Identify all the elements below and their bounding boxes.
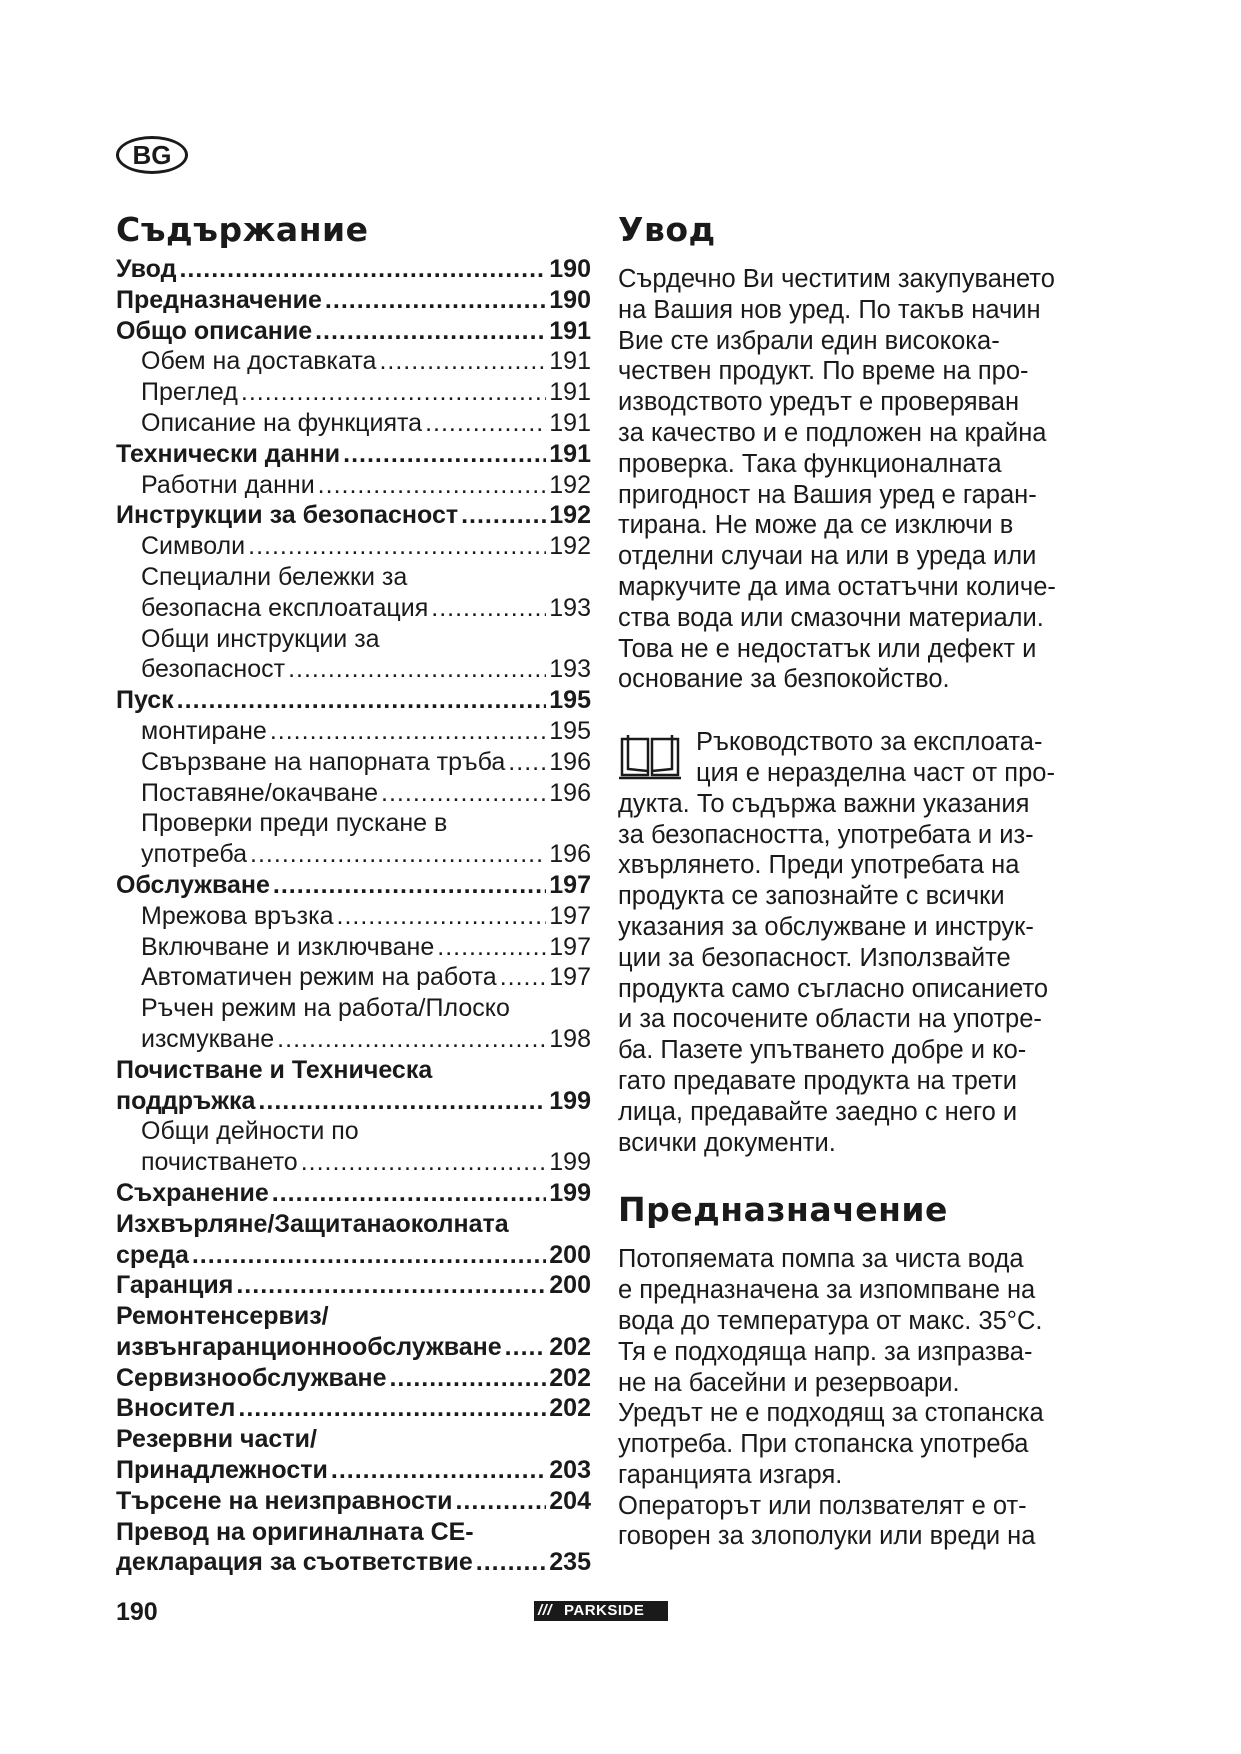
- toc-entry-page: 197: [549, 963, 591, 992]
- text-line: за безопасността, употребата и из-: [618, 820, 1034, 849]
- text-line: употреба. При стопанска употреба: [618, 1430, 1029, 1459]
- toc-entry: [116, 716, 591, 747]
- text-line: ства вода или смазочни материали.: [618, 603, 1044, 632]
- text-line: Уредът не е подходящ за стопанска: [618, 1399, 1044, 1428]
- toc-entry: [116, 747, 591, 778]
- toc-entry-page: 197: [549, 932, 591, 961]
- toc-entry-title: Инструкции за безопасност: [116, 501, 459, 530]
- toc-entry: [116, 1517, 591, 1548]
- text-line: чествен продукт. По време на про-: [618, 357, 1029, 386]
- toc-entry: [116, 285, 591, 316]
- text-line: за качество и е подложен на крайна: [618, 418, 1047, 447]
- toc-entry-page: 192: [549, 532, 591, 561]
- purpose-text: [618, 1244, 1138, 1552]
- toc-entry-title: Автоматичен режим на работа: [141, 963, 497, 992]
- text-line: ции за безопасност. Използвайте: [618, 943, 1011, 972]
- toc-title: Съдържание: [116, 210, 369, 249]
- toc-entry-title: Гаранция: [116, 1271, 234, 1300]
- toc-entry-title: Сервизнообслужване: [116, 1363, 387, 1392]
- toc-entry-title: Търсене на неизправности: [116, 1486, 453, 1515]
- toc-entry-page: 199: [549, 1178, 591, 1207]
- toc-entry-page: 202: [549, 1394, 591, 1423]
- toc-entry-title: Проверки преди пускане в: [141, 809, 448, 838]
- toc-entry-page: 197: [549, 901, 591, 930]
- toc-entry: [116, 1301, 591, 1332]
- toc-entry-title: Технически данни: [116, 439, 341, 468]
- toc-dot-leader: [389, 1363, 546, 1394]
- toc-entry-page: 191: [549, 347, 591, 376]
- toc-entry: [116, 593, 591, 624]
- text-line: на Вашия нов уред. По такъв начин: [618, 295, 1041, 324]
- toc-entry-title: Обслужване: [116, 870, 270, 899]
- book-icon: [618, 731, 682, 781]
- toc-entry-title: Изхвърляне/Защитанаоколната: [116, 1209, 509, 1238]
- text-line: Тя е подходяща напр. за изпразва-: [618, 1337, 1033, 1366]
- toc-dot-leader: [431, 593, 546, 624]
- text-line: продукта само съгласно описанието: [618, 974, 1049, 1003]
- toc-entry: [116, 1024, 591, 1055]
- toc-entry-page: 196: [549, 778, 591, 807]
- toc-entry: [116, 470, 591, 501]
- toc-entry: [116, 1209, 591, 1240]
- toc-entry-title: почистването: [141, 1148, 298, 1177]
- toc-dot-leader: [461, 500, 546, 531]
- toc-entry-page: 195: [549, 686, 591, 715]
- toc-entry-page: 204: [549, 1486, 591, 1515]
- toc-list: [116, 254, 591, 1578]
- text-line: Ръководството за експлоата-: [696, 728, 1043, 757]
- text-line: тирана. Не може да се изключи в: [618, 511, 1014, 540]
- toc-entry: [116, 839, 591, 870]
- text-line: и за посочените области на употре-: [618, 1005, 1042, 1034]
- toc-entry: [116, 778, 591, 809]
- manual-note: [618, 727, 1138, 1158]
- text-line: маркучите да има остатъчни количе-: [618, 572, 1056, 601]
- toc-entry-title: Мрежова връзка: [141, 901, 334, 930]
- toc-entry-page: 191: [549, 378, 591, 407]
- text-line: хвърлянето. Преди употребата на: [618, 851, 1020, 880]
- main-content: [618, 206, 1138, 1552]
- toc-entry: [116, 1363, 591, 1394]
- toc-entry-title: Символи: [141, 532, 246, 561]
- toc-entry-title: среда: [116, 1240, 189, 1269]
- toc-dot-leader: [241, 377, 546, 408]
- toc-entry-title: Вносител: [116, 1394, 236, 1423]
- toc-entry-title: Включване и изключване: [141, 932, 435, 961]
- toc-dot-leader: [301, 1147, 547, 1178]
- toc-entry-title: Общи инструкции за: [141, 624, 380, 653]
- toc-dot-leader: [505, 1332, 547, 1363]
- toc-entry-page: 202: [549, 1332, 591, 1361]
- text-line: вода до температура от макс. 35°C.: [618, 1306, 1043, 1335]
- toc-entry-title: монтиране: [141, 716, 267, 745]
- language-badge: BG: [116, 136, 188, 174]
- intro-text: [618, 264, 1138, 695]
- toc-entry-title: Общи дейности по: [141, 1117, 359, 1146]
- toc-dot-leader: [270, 716, 546, 747]
- toc-entry: [116, 1270, 591, 1301]
- toc-dot-leader: [381, 778, 546, 809]
- toc-entry-title: Ремонтенсервиз/: [116, 1302, 329, 1331]
- toc-entry: [116, 808, 591, 839]
- toc-entry-title: Увод: [116, 255, 177, 283]
- text-line: гаранцията изгаря.: [618, 1460, 843, 1489]
- toc-dot-leader: [425, 408, 546, 439]
- toc-entry: [116, 500, 591, 531]
- toc-entry: [116, 316, 591, 347]
- toc-entry: [116, 1055, 591, 1086]
- toc-entry: [116, 1147, 591, 1178]
- purpose-heading: Предназначение: [618, 1190, 948, 1230]
- toc-entry-title: Обем на доставката: [141, 347, 377, 376]
- text-line: Потопяемата помпа за чиста вода: [618, 1245, 1024, 1274]
- text-line: дукта. То съдържа важни указания: [618, 789, 1030, 818]
- toc-entry-title: Пуск: [116, 686, 174, 715]
- toc-dot-leader: [325, 285, 546, 316]
- logo-text: PARKSIDE: [564, 1602, 645, 1619]
- text-line: ция е неразделна част от про-: [696, 758, 1055, 787]
- text-line: не на басейни и резервоари.: [618, 1368, 960, 1397]
- toc-entry-title: Почистване и Техническа: [116, 1055, 433, 1084]
- toc-entry-page: 197: [549, 870, 591, 899]
- toc-entry-page: 199: [549, 1086, 591, 1115]
- toc-entry-title: Предназначение: [116, 285, 322, 314]
- toc-entry-page: 191: [549, 316, 591, 345]
- toc-entry: [116, 254, 591, 285]
- toc-entry-title: Преглед: [141, 378, 238, 407]
- toc-entry-title: Резервни части/: [116, 1425, 317, 1454]
- toc-entry-page: 191: [549, 408, 591, 437]
- toc-entry-page: 193: [549, 593, 591, 622]
- toc-entry: [116, 408, 591, 439]
- toc-entry-page: 195: [549, 716, 591, 745]
- toc-dot-leader: [343, 439, 546, 470]
- text-line: Операторът или ползвателят е от-: [618, 1491, 1027, 1520]
- text-line: Вие сте избрали един високока-: [618, 326, 1000, 355]
- intro-heading: Увод: [618, 210, 716, 249]
- text-line: говорен за злополуки или вреди на: [618, 1522, 1036, 1551]
- toc-entry: [116, 1240, 591, 1271]
- toc-dot-leader: [476, 1547, 547, 1578]
- text-line: всички документи.: [618, 1128, 836, 1157]
- text-line: продукта се запознайте с всички: [618, 882, 1005, 911]
- toc-dot-leader: [437, 932, 546, 963]
- toc-entry: [116, 531, 591, 562]
- toc-dot-leader: [273, 870, 546, 901]
- toc-entry: [116, 1547, 591, 1578]
- toc-entry-title: Ръчен режим на работа/Плоско: [141, 994, 510, 1023]
- toc-entry: [116, 377, 591, 408]
- toc-dot-leader: [192, 1240, 546, 1271]
- table-of-contents: [116, 206, 591, 1578]
- toc-dot-leader: [288, 654, 546, 685]
- toc-dot-leader: [236, 1270, 546, 1301]
- toc-entry-page: 200: [549, 1271, 591, 1300]
- text-line: отделни случаи на или в уреда или: [618, 542, 1037, 571]
- toc-entry-page: 199: [549, 1148, 591, 1177]
- toc-entry-title: Специални бележки за: [141, 562, 408, 591]
- toc-entry: [116, 685, 591, 716]
- toc-entry: [116, 654, 591, 685]
- toc-entry: [116, 1086, 591, 1117]
- toc-entry: [116, 901, 591, 932]
- toc-entry-title: поддръжка: [116, 1086, 256, 1115]
- toc-entry-page: 192: [549, 470, 591, 499]
- text-line: изводството уредът е проверяван: [618, 388, 1020, 417]
- toc-entry-title: безопасност: [141, 655, 286, 684]
- parkside-logo: [534, 1601, 668, 1621]
- toc-entry: [116, 993, 591, 1024]
- toc-entry-title: Работни данни: [141, 470, 315, 499]
- toc-entry-page: 191: [549, 439, 591, 468]
- toc-dot-leader: [379, 346, 546, 377]
- toc-entry: [116, 870, 591, 901]
- manual-note-text: [618, 727, 1138, 1158]
- toc-entry: [116, 1424, 591, 1455]
- toc-entry: [116, 439, 591, 470]
- toc-entry: [116, 562, 591, 593]
- toc-entry-title: Описание на функцията: [141, 408, 423, 437]
- toc-dot-leader: [250, 839, 546, 870]
- toc-entry-page: 198: [549, 1024, 591, 1053]
- toc-entry-page: 190: [549, 255, 591, 283]
- text-line: указания за обслужване и инструк-: [618, 912, 1034, 941]
- toc-entry-title: Превод на оригиналната CE-: [116, 1517, 474, 1546]
- text-line: гато предавате продукта на трети: [618, 1066, 1018, 1095]
- toc-dot-leader: [179, 254, 546, 285]
- toc-entry-title: Съхранение: [116, 1178, 269, 1207]
- toc-entry-title: извънгаранционнообслужване: [116, 1332, 502, 1361]
- text-line: лица, предавайте заедно с него и: [618, 1097, 1018, 1126]
- text-line: пригодност на Вашия уред е гаран-: [618, 480, 1037, 509]
- toc-dot-leader: [258, 1086, 546, 1117]
- toc-dot-leader: [315, 316, 546, 347]
- toc-dot-leader: [508, 747, 546, 778]
- text-line: е предназначена за изпомпване на: [618, 1276, 1036, 1305]
- toc-entry-page: 190: [549, 285, 591, 314]
- toc-dot-leader: [177, 685, 547, 716]
- toc-entry: [116, 1393, 591, 1424]
- text-line: Това не е недостатък или дефект и: [618, 634, 1037, 663]
- toc-dot-leader: [455, 1486, 546, 1517]
- toc-entry: [116, 346, 591, 377]
- toc-entry: [116, 1486, 591, 1517]
- toc-dot-leader: [318, 470, 547, 501]
- toc-entry-title: Поставяне/окачване: [141, 778, 379, 807]
- toc-entry-title: декларация за съответствие: [116, 1548, 473, 1577]
- toc-entry-title: изсмукване: [141, 1024, 275, 1053]
- toc-dot-leader: [248, 531, 546, 562]
- toc-entry: [116, 1455, 591, 1486]
- text-line: проверка. Така функционалната: [618, 449, 1002, 478]
- toc-entry-page: 192: [549, 501, 591, 530]
- toc-entry-page: 235: [549, 1548, 591, 1577]
- toc-entry-title: употреба: [141, 840, 248, 869]
- toc-dot-leader: [272, 1178, 547, 1209]
- text-line: Сърдечно Ви честитим закупуването: [618, 265, 1055, 293]
- toc-entry-page: 200: [549, 1240, 591, 1269]
- toc-entry-title: безопасна експлоатация: [141, 593, 429, 622]
- toc-dot-leader: [337, 901, 547, 932]
- text-line: основание за безпокойство.: [618, 665, 950, 694]
- toc-dot-leader: [238, 1393, 546, 1424]
- page-number: 190: [116, 1598, 158, 1626]
- toc-dot-leader: [331, 1455, 546, 1486]
- toc-entry-title: Общо описание: [116, 316, 313, 345]
- toc-entry-page: 203: [549, 1456, 591, 1485]
- toc-entry-page: 193: [549, 655, 591, 684]
- logo-stripes: ///: [538, 1602, 553, 1619]
- toc-entry: [116, 962, 591, 993]
- text-line: ба. Пазете упътването добре и ко-: [618, 1036, 1027, 1065]
- toc-entry: [116, 1116, 591, 1147]
- toc-entry-title: Свързване на напорната тръба: [141, 747, 506, 776]
- toc-entry: [116, 1178, 591, 1209]
- toc-entry: [116, 1332, 591, 1363]
- toc-entry-title: Принадлежности: [116, 1456, 328, 1485]
- toc-dot-leader: [277, 1024, 546, 1055]
- toc-entry: [116, 932, 591, 963]
- toc-entry-page: 196: [549, 840, 591, 869]
- toc-entry-page: 202: [549, 1363, 591, 1392]
- toc-entry: [116, 624, 591, 655]
- toc-dot-leader: [500, 962, 547, 993]
- toc-entry-page: 196: [549, 747, 591, 776]
